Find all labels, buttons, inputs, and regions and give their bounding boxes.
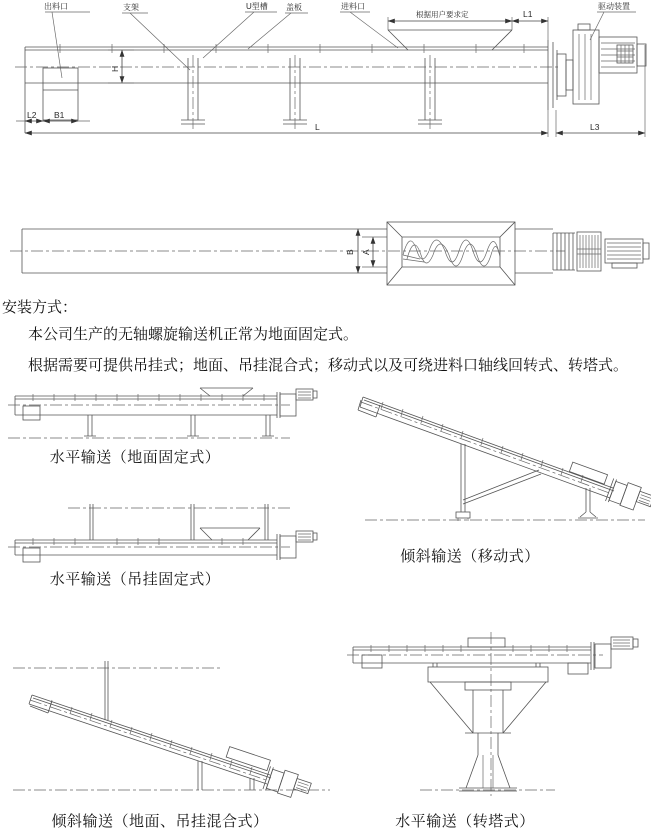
drive-unit [548,24,646,110]
label-drive: 驱动装置 [598,2,630,11]
panel-a-drawing [0,386,340,444]
install-heading: 安装方式： [2,300,78,316]
panel-c-conveyor [358,397,614,498]
label-b: B [345,249,355,255]
caption-b: 水平输送（吊挂固定式） [49,572,221,588]
panel-d-drive [263,765,313,800]
label-support: 支架 [123,3,139,12]
caption-a: 水平输送（地面固定式） [49,450,221,466]
a-dimension [361,237,387,267]
label-a: A [361,249,371,255]
caption-d: 倾斜输送（地面、吊挂混合式） [51,814,269,830]
inlet-box [387,222,515,285]
label-l1: L1 [523,9,533,19]
h-dimension [108,50,134,83]
panel-a-drive [277,389,317,418]
panel-e-conveyor [347,638,603,674]
spiral-screw [403,240,500,266]
label-u-trough: U型槽 [246,2,268,11]
label-h: H [110,65,120,72]
label-outlet: 出料口 [44,2,68,11]
panel-e-drawing [345,630,651,802]
plan-drive-unit [553,232,649,271]
panel-d-drawing [0,650,345,800]
panel-c-drive [606,478,651,517]
leader-labels [44,1,636,78]
panel-d-conveyor [29,695,271,784]
install-paragraph-2: 根据需要可提供吊挂式；地面、吊挂混合式；移动式以及可绕进料口轴线回转式、转塔式。 [28,358,629,374]
label-b1: B1 [54,110,65,120]
label-l2: L2 [27,110,37,120]
panel-b-drive [277,531,317,560]
panel-a-conveyor [8,388,290,420]
panel-e-pedestal [428,663,548,791]
panel-d-supports [198,761,254,790]
label-l3: L3 [590,122,600,132]
label-per-user: 根据用户要求定 [416,10,469,19]
label-l: L [315,122,320,132]
support-legs [181,55,442,129]
panel-b-drawing [0,500,340,566]
hopper-dimension [388,9,548,40]
label-cover: 盖板 [286,3,302,12]
plan-view-drawing [0,205,651,300]
bottom-dimensions [16,45,645,137]
panel-d-hanger [105,661,108,720]
caption-e: 水平输送（转塔式） [395,814,535,830]
panel-e-drive [591,637,638,670]
side-view-drawing [0,0,651,152]
panel-b-hangers [90,504,268,540]
panel-a-supports [84,415,274,436]
install-paragraph-1: 本公司生产的无轴螺旋输送机正常为地面固定式。 [28,327,359,343]
panel-c-supports [456,444,598,521]
panel-b-conveyor [8,528,290,562]
caption-c: 倾斜输送（移动式） [400,549,540,565]
label-inlet: 进料口 [341,2,365,11]
panel-c-drawing [340,388,651,528]
